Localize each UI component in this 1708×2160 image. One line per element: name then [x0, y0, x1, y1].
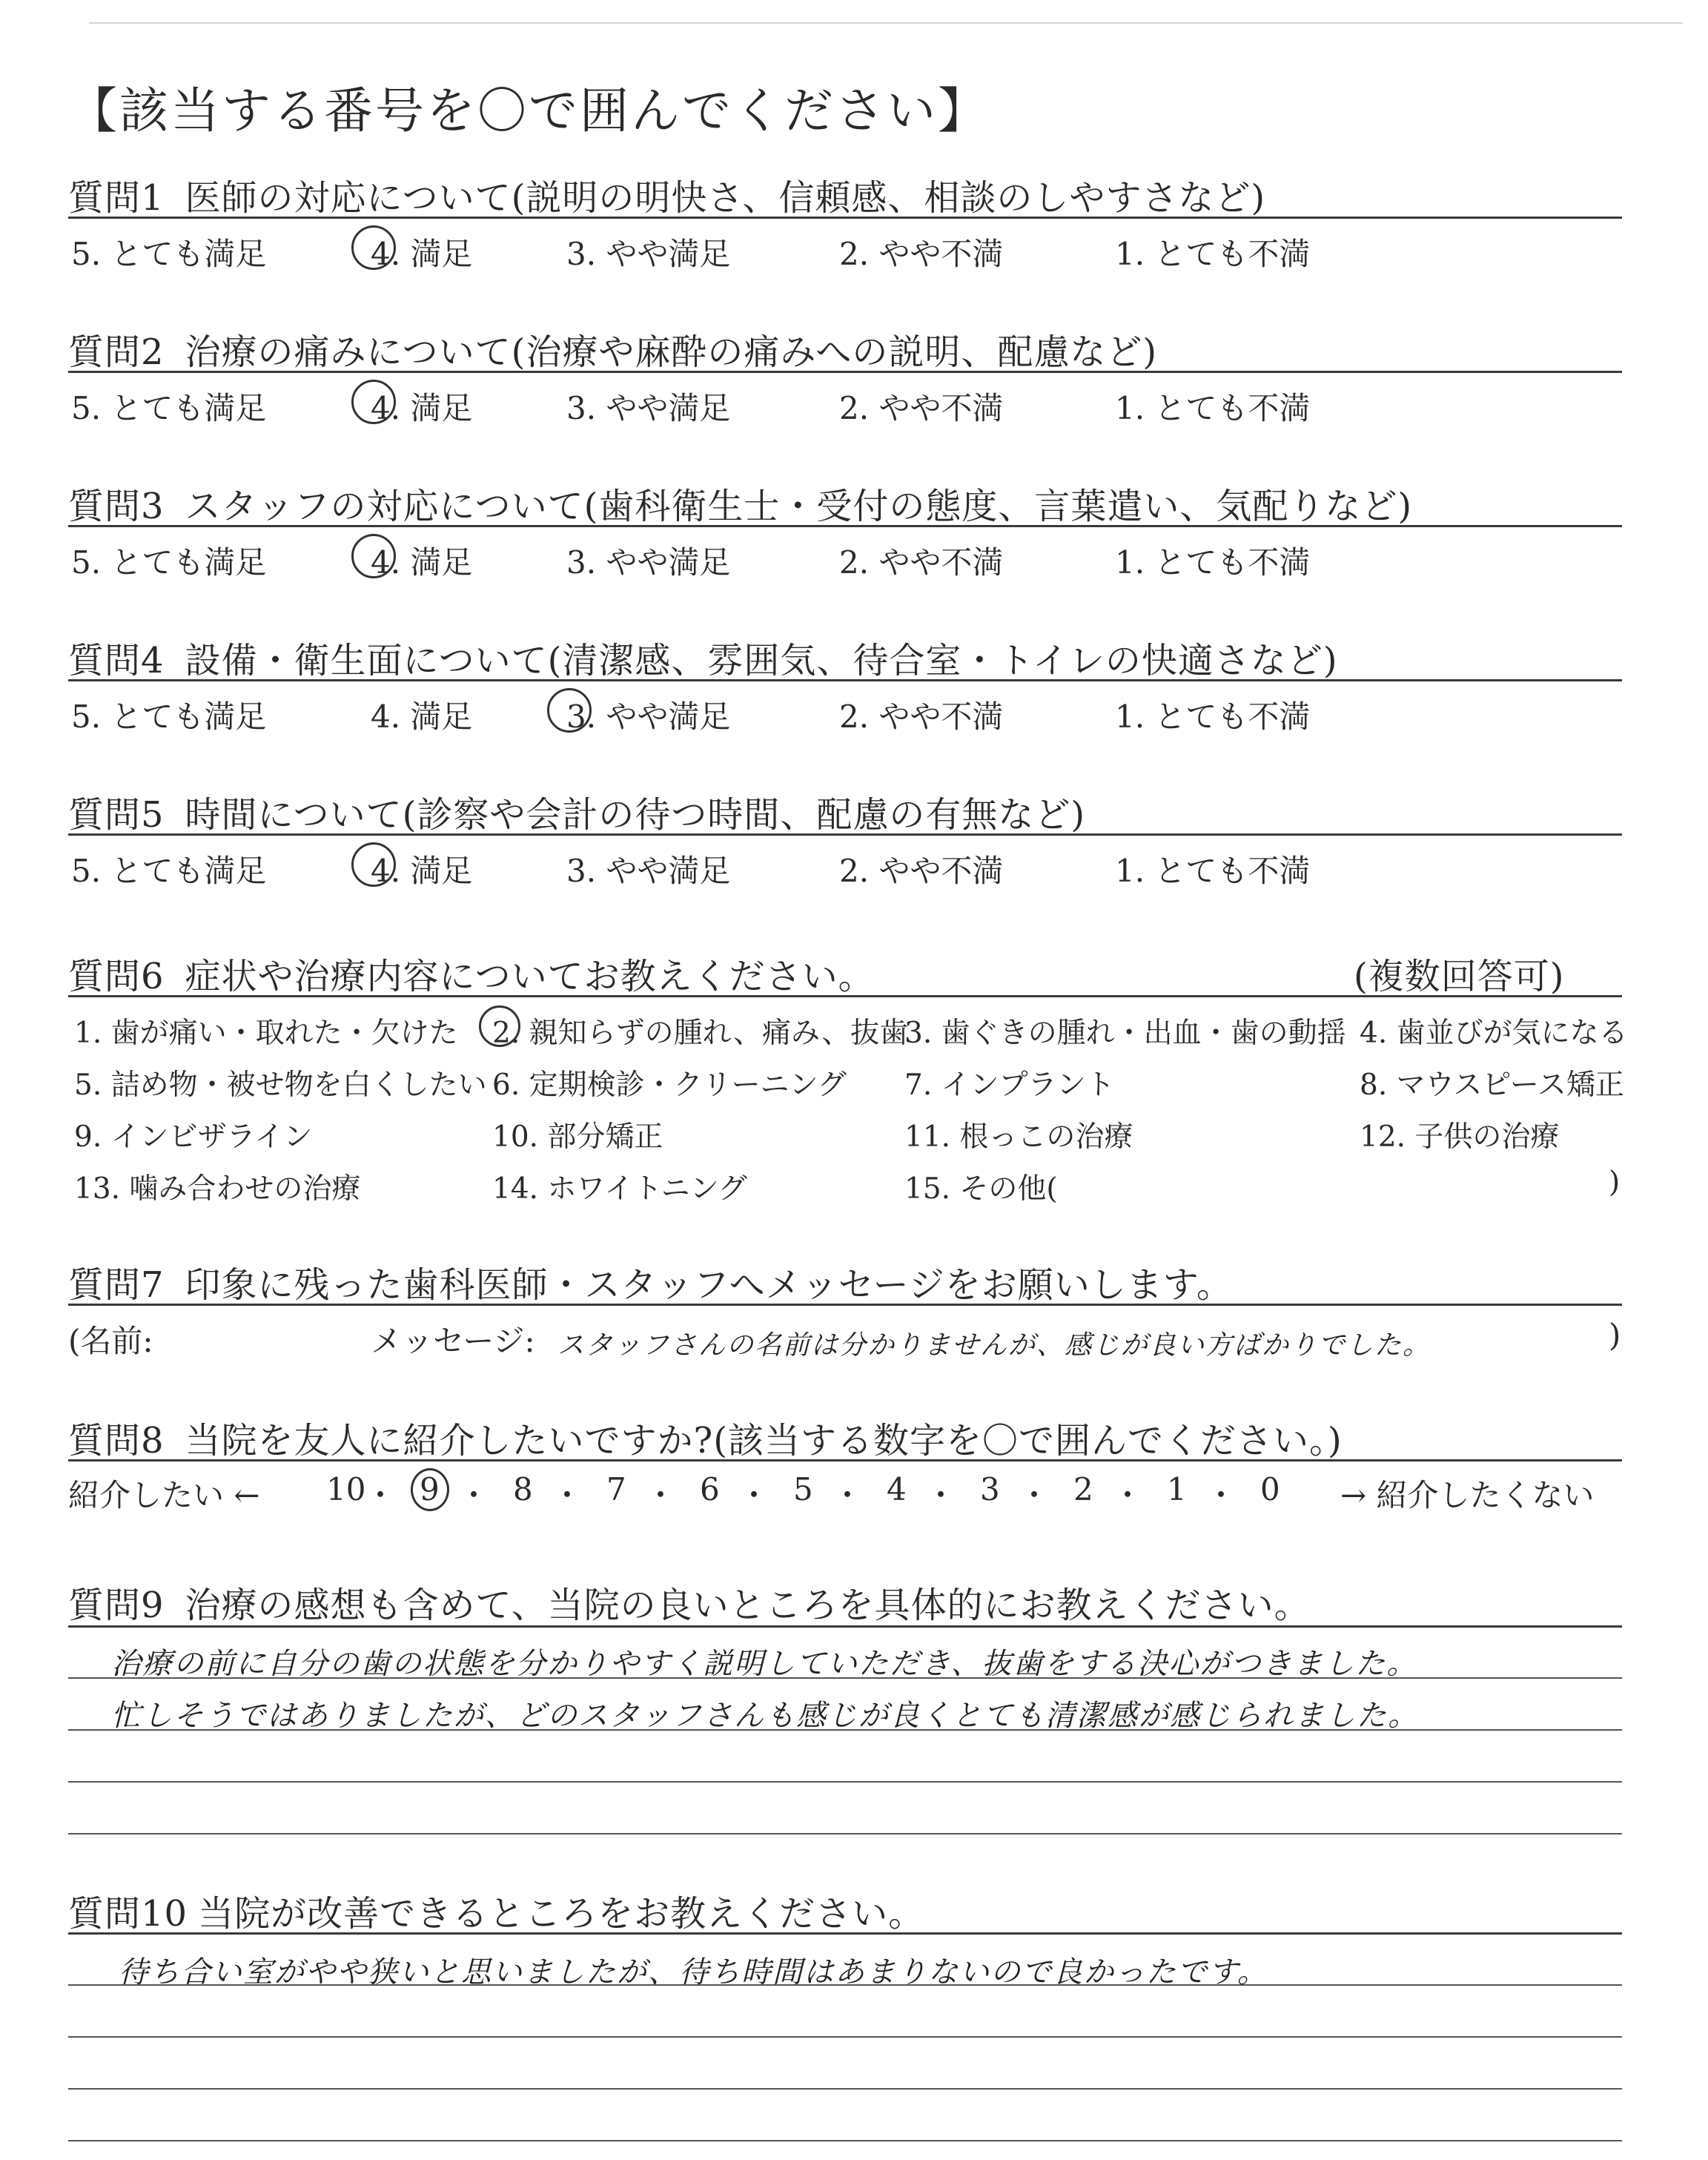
q6-text: 症状や治療内容についてお教えください。: [185, 956, 875, 997]
q9-rule: [68, 1625, 1622, 1628]
q4-rule: [68, 679, 1622, 681]
q8-scale-value[interactable]: 10: [326, 1471, 366, 1507]
q8-scale-separator: ・: [645, 1477, 677, 1513]
q4-selected-circle-mark: [547, 688, 592, 733]
q5-option-1[interactable]: 1. とても不満: [1115, 853, 1311, 889]
q8-scale-value[interactable]: 9: [420, 1471, 440, 1507]
q6-rule: [68, 995, 1622, 997]
q8-scale-separator: ・: [738, 1477, 770, 1513]
q9-writing-line: [68, 1833, 1622, 1834]
page-title: 【該当する番号を〇で囲んでください】: [68, 82, 989, 139]
q4-option-1[interactable]: 1. とても不満: [1115, 698, 1311, 735]
q1-label: 質問1: [68, 177, 165, 219]
q8-scale-value[interactable]: 0: [1260, 1471, 1280, 1507]
q10-rule: [68, 1932, 1622, 1935]
q8-scale-separator: ・: [1205, 1477, 1237, 1513]
q8-text: 当院を友人に紹介したいですか?(該当する数字を〇で囲んでください。): [185, 1420, 1343, 1462]
q3-option-3[interactable]: 3. やや満足: [566, 544, 731, 581]
q4-label: 質問4: [68, 640, 165, 681]
q5-text: 時間について(診察や会計の待つ時間、配慮の有無など): [185, 794, 1086, 836]
q1-selected-circle-mark: [351, 225, 396, 270]
q8-scale-separator: ・: [552, 1477, 583, 1513]
q1-option-3[interactable]: 3. やや満足: [566, 236, 731, 272]
q6-note: (複数回答可): [1354, 956, 1565, 997]
q2-option-2[interactable]: 2. やや不満: [839, 390, 1004, 426]
q9-answer-line-2[interactable]: 忙しそうではありましたが、どのスタッフさんも感じが良くとても清潔感が感じられました。: [111, 1699, 1419, 1733]
q4-option-2[interactable]: 2. やや不満: [839, 698, 1004, 735]
q8-scale-separator: ・: [832, 1477, 864, 1513]
q4-option-4[interactable]: 4. 満足: [371, 698, 473, 735]
q6-option-6[interactable]: 6. 定期検診・クリーニング: [492, 1069, 847, 1102]
top-divider: [89, 22, 1683, 24]
q5-heading: [68, 786, 1085, 837]
q8-selected-circle-mark: [411, 1468, 449, 1511]
q5-option-5[interactable]: 5. とても満足: [71, 853, 267, 889]
q6-option-2[interactable]: 2. 親知らずの腫れ、痛み、抜歯: [492, 1017, 909, 1050]
q4-option-5[interactable]: 5. とても満足: [71, 698, 267, 735]
q6-option-15[interactable]: 15. その他(: [904, 1172, 1058, 1206]
q8-scale-separator: ・: [365, 1477, 397, 1513]
q1-option-4[interactable]: 4. 満足: [371, 236, 473, 272]
q4-option-3[interactable]: 3. やや満足: [566, 698, 731, 735]
q6-option-5[interactable]: 5. 詰め物・被せ物を白くしたい: [74, 1069, 487, 1102]
q7-message-label: メッセージ:: [371, 1323, 535, 1359]
q10-writing-line: [68, 2088, 1622, 2090]
q8-right-label: → 紹介したくない: [1340, 1477, 1595, 1513]
q8-rule: [68, 1459, 1622, 1462]
q4-text: 設備・衛生面について(清潔感、雰囲気、待合室・トイレの快適さなど): [185, 640, 1338, 681]
q7-close-paren: ): [1609, 1317, 1621, 1353]
q3-option-2[interactable]: 2. やや不満: [839, 544, 1004, 581]
q6-option-7[interactable]: 7. インプラント: [904, 1069, 1115, 1102]
q6-option-4[interactable]: 4. 歯並びが気になる: [1360, 1017, 1628, 1050]
q2-option-5[interactable]: 5. とても満足: [71, 390, 267, 426]
q4-heading: [68, 632, 1338, 683]
q10-label: 質問10: [68, 1893, 188, 1935]
q1-option-2[interactable]: 2. やや不満: [839, 236, 1004, 272]
q10-text: 当院が改善できるところをお教えください。: [198, 1893, 925, 1935]
q5-option-2[interactable]: 2. やや不満: [839, 853, 1004, 889]
q7-heading: [68, 1256, 1233, 1307]
q8-scale-value[interactable]: 4: [887, 1471, 907, 1507]
q7-text: 印象に残った歯科医師・スタッフへメッセージをお願いします。: [185, 1264, 1233, 1306]
q9-label: 質問9: [68, 1585, 165, 1626]
q10-writing-line: [68, 1984, 1622, 1986]
q5-rule: [68, 833, 1622, 836]
q6-heading: [68, 948, 875, 999]
q2-option-4[interactable]: 4. 満足: [371, 390, 473, 426]
q1-text: 医師の対応について(説明の明快さ、信頼感、相談のしやすさなど): [185, 177, 1266, 219]
q2-heading: [68, 323, 1157, 374]
q2-rule: [68, 371, 1622, 373]
q3-selected-circle-mark: [351, 534, 396, 578]
q8-scale-value[interactable]: 3: [980, 1471, 1000, 1507]
q1-heading: [68, 169, 1265, 220]
q5-label: 質問5: [68, 794, 165, 836]
q9-writing-line: [68, 1729, 1622, 1731]
q7-name-label: (名前:: [68, 1323, 153, 1359]
q10-writing-line: [68, 2140, 1622, 2141]
q6-option-13[interactable]: 13. 噛み合わせの治療: [74, 1172, 361, 1206]
q8-scale-value[interactable]: 5: [793, 1471, 813, 1507]
q9-writing-line: [68, 1781, 1622, 1783]
q6-option-9[interactable]: 9. インビザライン: [74, 1120, 313, 1154]
q10-answer-line-1[interactable]: 待ち合い室がやや狭いと思いましたが、待ち時間はあまりないので良かったです。: [119, 1955, 1268, 1989]
q8-scale-separator: ・: [925, 1477, 957, 1513]
q8-scale-separator: ・: [1019, 1477, 1050, 1513]
q8-scale-value[interactable]: 7: [606, 1471, 626, 1507]
q8-scale-value[interactable]: 2: [1073, 1471, 1093, 1507]
q8-left-label: 紹介したい ←: [68, 1477, 260, 1513]
q5-selected-circle-mark: [351, 842, 396, 887]
q3-heading: [68, 478, 1412, 529]
q6-label: 質問6: [68, 956, 165, 997]
q2-text: 治療の痛みについて(治療や麻酔の痛みへの説明、配慮など): [185, 331, 1158, 373]
q6-option-8[interactable]: 8. マウスピース矯正: [1360, 1069, 1624, 1102]
q8-label: 質問8: [68, 1420, 165, 1462]
q8-scale-value[interactable]: 1: [1167, 1471, 1187, 1507]
q6-option-14[interactable]: 14. ホワイトニング: [492, 1172, 747, 1206]
q9-answer-line-1[interactable]: 治療の前に自分の歯の状態を分かりやすく説明していただき、抜歯をする決心がつきました。: [111, 1647, 1418, 1681]
q5-option-4[interactable]: 4. 満足: [371, 853, 473, 889]
q8-scale-value[interactable]: 8: [513, 1471, 533, 1507]
q3-label: 質問3: [68, 486, 165, 527]
q5-option-3[interactable]: 3. やや満足: [566, 853, 731, 889]
q6-option-3[interactable]: 3. 歯ぐきの腫れ・出血・歯の動揺: [904, 1017, 1346, 1050]
q3-rule: [68, 525, 1622, 527]
q6-option-2-circle-mark: [479, 1005, 520, 1047]
q7-rule: [68, 1304, 1622, 1306]
q8-heading: [68, 1412, 1343, 1463]
q6-option-12[interactable]: 12. 子供の治療: [1360, 1120, 1560, 1154]
q6-option-15-close: ): [1609, 1166, 1621, 1199]
q3-option-1[interactable]: 1. とても不満: [1115, 544, 1311, 581]
q7-message-handwritten[interactable]: スタッフさんの名前は分かりませんが、感じが良い方ばかりでした。: [557, 1330, 1431, 1361]
q10-writing-line: [68, 2036, 1622, 2038]
q8-scale-separator: ・: [1112, 1477, 1144, 1513]
q2-option-1[interactable]: 1. とても不満: [1115, 390, 1311, 426]
q8-scale-separator: ・: [458, 1477, 490, 1513]
q9-text: 治療の感想も含めて、当院の良いところを具体的にお教えください。: [185, 1585, 1311, 1626]
q6-option-11[interactable]: 11. 根っこの治療: [904, 1120, 1133, 1154]
q2-label: 質問2: [68, 331, 165, 373]
q10-heading: [68, 1885, 924, 1936]
q1-option-5[interactable]: 5. とても満足: [71, 236, 267, 272]
q1-option-1[interactable]: 1. とても不満: [1115, 236, 1311, 272]
q8-scale-value[interactable]: 6: [700, 1471, 720, 1507]
q6-option-10[interactable]: 10. 部分矯正: [492, 1120, 663, 1154]
q3-option-5[interactable]: 5. とても満足: [71, 544, 267, 581]
q3-text: スタッフの対応について(歯科衛生士・受付の態度、言葉遣い、気配りなど): [185, 486, 1413, 527]
q3-option-4[interactable]: 4. 満足: [371, 544, 473, 581]
q9-heading: [68, 1576, 1311, 1628]
q2-selected-circle-mark: [351, 380, 396, 424]
q1-rule: [68, 217, 1622, 219]
q9-writing-line: [68, 1677, 1622, 1679]
q7-label: 質問7: [68, 1264, 165, 1306]
q2-option-3[interactable]: 3. やや満足: [566, 390, 731, 426]
q6-option-1[interactable]: 1. 歯が痛い・取れた・欠けた: [74, 1017, 458, 1050]
